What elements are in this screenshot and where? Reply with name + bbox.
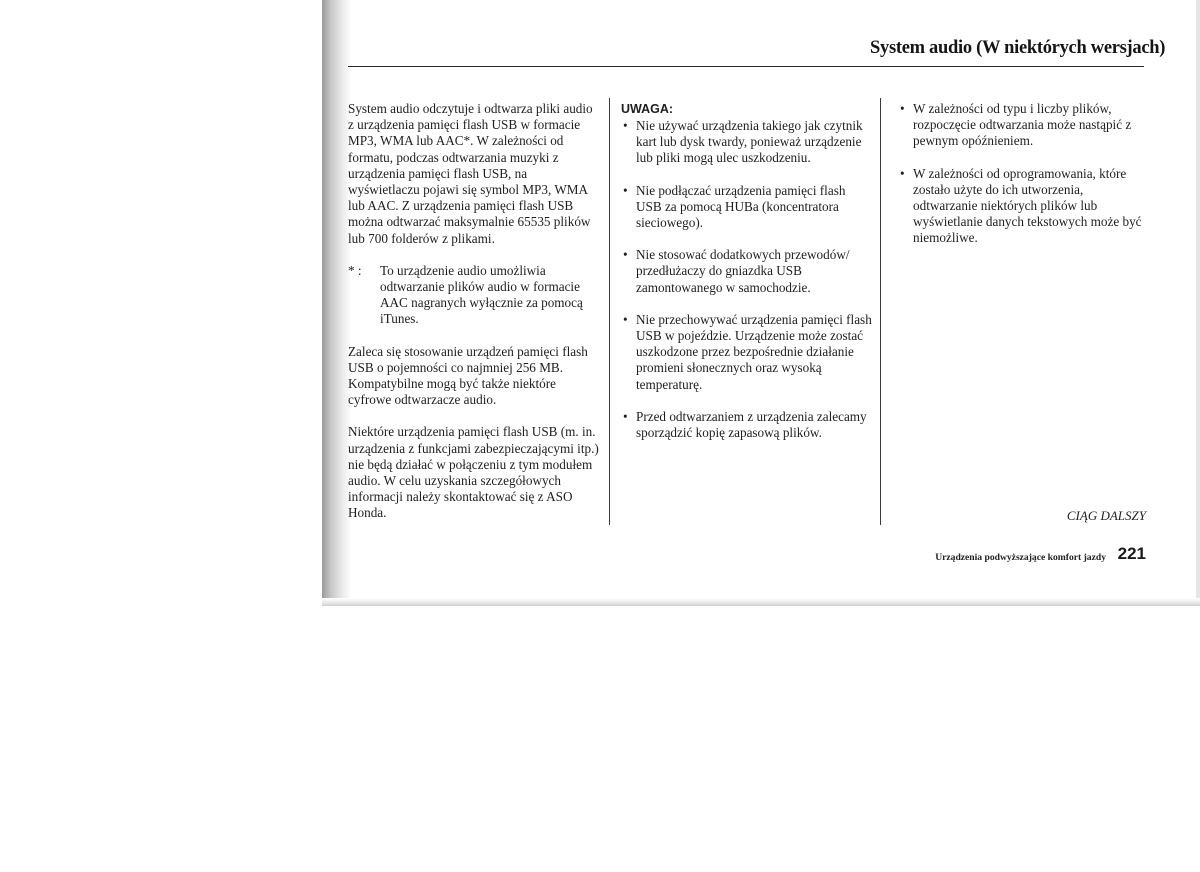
left-column — [348, 101, 600, 538]
warning-column — [621, 101, 873, 457]
warning-title: UWAGA: — [621, 102, 674, 116]
bullet-dot-icon: • — [900, 165, 905, 181]
warning-item-text: Nie podłączać urządzenia pamięci flash USB za pomocą HUBa (koncentratora sieciowego). — [636, 182, 846, 231]
bullet-dot-icon: • — [623, 182, 628, 198]
bullet-dot-icon: • — [900, 101, 905, 116]
warning-item — [621, 183, 873, 232]
warning-item — [621, 247, 873, 296]
footer-section-title: Urządzenia podwyższające komfort jazdy — [935, 552, 1106, 563]
warning-item — [621, 409, 873, 441]
warning-item — [621, 118, 873, 167]
footnote-text: To urządzenie audio umożliwia odtwarzanie plików audio w formacie AAC nagranych wyłącznie za pomocą iTunes. — [380, 262, 583, 327]
info-item — [898, 166, 1148, 247]
footnote — [348, 263, 600, 328]
recommendation-paragraph: Zaleca się stosowanie urządzeń pamięci flash USB o pojemności co najmniej 256 MB. Kompatybilne mogą być także niektóre cyfrowe odtwarzacze audio. — [348, 343, 588, 408]
page-bottom-edge — [322, 598, 1200, 606]
info-item — [898, 101, 1148, 150]
continued-label: CIĄG DALSZY — [1066, 508, 1146, 523]
bullet-dot-icon: • — [623, 118, 628, 133]
page-number: 221 — [1117, 544, 1146, 563]
compatibility-paragraph: Niektóre urządzenia pamięci flash USB (m. in. urządzenia z funkcjami zabezpieczającymi itp.) nie będą działać w połączeniu z tym modułem audio. W celu uzyskania szczegółowych informacji należy skontaktować się z ASO Honda. — [348, 424, 599, 521]
bullet-dot-icon: • — [623, 311, 628, 327]
warning-item-text: Nie stosować dodatkowych przewodów/ przedłużaczy do gniazdka USB zamontowanego w samochodzie. — [636, 247, 850, 295]
right-column — [898, 101, 1148, 263]
warning-item-text: Nie używać urządzenia takiego jak czytnik kart lub dysk twardy, ponieważ urządzenie lub pliki mogą ulec uszkodzeniu. — [636, 118, 863, 166]
warning-item-text: Nie przechowywać urządzenia pamięci flash USB w pojeździe. Urządzenie może zostać uszkodzone przez bezpośrednie działanie promieni słonecznych oraz wysoką temperaturę. — [636, 311, 872, 392]
info-item-text: W zależności od oprogramowania, które zostało użyte do ich utworzenia, odtwarzanie niektórych plików lub wyświetlanie danych tekstowych może być niemożliwe. — [913, 165, 1142, 246]
column-divider-right — [880, 98, 881, 525]
page-title: System audio (W niektórych wersjach) — [870, 38, 1166, 58]
warning-item-text: Przed odtwarzaniem z urządzenia zalecamy sporządzić kopię zapasową plików. — [636, 408, 867, 441]
header-divider — [348, 66, 1144, 67]
info-item-text: W zależności od typu i liczby plików, rozpoczęcie odtwarzania może nastąpić z pewnym opóźnieniem. — [913, 101, 1132, 149]
column-divider-left — [609, 98, 610, 525]
bullet-dot-icon: • — [623, 247, 628, 263]
bullet-dot-icon: • — [623, 408, 628, 424]
warning-item — [621, 312, 873, 393]
footnote-mark: * : — [348, 262, 362, 278]
page-edge — [1196, 0, 1200, 606]
intro-paragraph: System audio odczytuje i odtwarza pliki audio z urządzenia pamięci flash USB w formacie MP3, WMA lub AAC*. W zależności od formatu, podczas odtwarzania muzyki z urządzenia pamięci flash USB, na wyświetlaczu pojawi się symbol MP3, WMA lub AAC. Z urządzenia pamięci flash USB można odtwarzać maksymalnie 65535 plików lub 700 folderów z plikami. — [348, 101, 593, 246]
